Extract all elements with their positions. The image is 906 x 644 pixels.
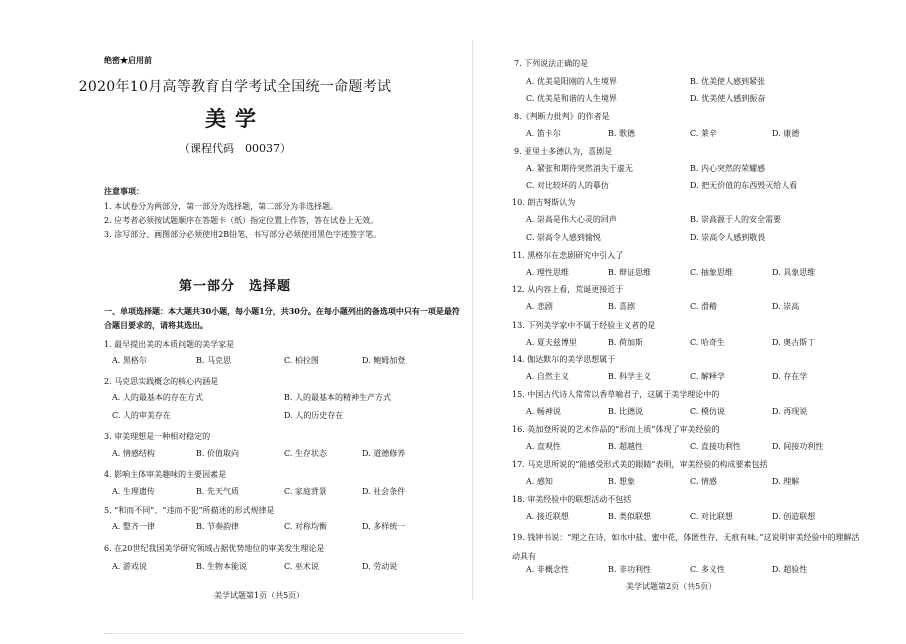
question-option: A. 整齐一律 bbox=[112, 522, 155, 531]
question-option: C. 家庭背景 bbox=[284, 487, 327, 496]
question-stem: 14. 伽达默尔的美学思想属于 bbox=[512, 355, 616, 364]
exam-title: 2020年10月高等教育自学考试全国统一命题考试 bbox=[78, 79, 392, 95]
question-option: C. 哈奇生 bbox=[690, 338, 725, 347]
page-divider bbox=[472, 40, 473, 600]
question-option: B. 喜剧 bbox=[608, 302, 635, 311]
question-stem: 5. “和而不同”、“违而不犯”所描述的形式规律是 bbox=[104, 506, 275, 515]
question-option: C. 莱辛 bbox=[690, 129, 717, 138]
page-2 bbox=[476, 0, 906, 644]
question-option: C. 巫术说 bbox=[284, 562, 319, 571]
question-stem: 11. 黑格尔在悲剧研究中引入了 bbox=[512, 251, 624, 260]
question-stem: 17. 马克思所说的“能感受形式美的眼睛”表明，审美经验的构成要素包括 bbox=[512, 460, 768, 469]
question-option: C. 直接功利性 bbox=[690, 442, 741, 451]
question-option: A. 崇高是伟大心灵的回声 bbox=[526, 215, 617, 224]
page-footer: 美学试题第2页（共5页） bbox=[626, 582, 717, 591]
question-stem: 13. 下列美学家中不属于经验主义者的是 bbox=[512, 321, 656, 330]
question-option: D. 多样统一 bbox=[362, 522, 406, 531]
note-item: 2. 应考者必须按试题顺序在答题卡（纸）指定位置上作答，答在试卷上无效。 bbox=[104, 216, 379, 225]
question-option: A. 优美是阳刚的人生境界 bbox=[526, 77, 617, 86]
question-option: D. 崇高 bbox=[772, 302, 800, 311]
question-option: D. 间接功利性 bbox=[772, 442, 824, 451]
question-option: C. 柏拉图 bbox=[284, 356, 319, 365]
question-option: B. 荷加斯 bbox=[608, 338, 643, 347]
question-option: A. 黑格尔 bbox=[112, 356, 147, 365]
question-option: D. 存在学 bbox=[772, 372, 808, 381]
question-option: C. 生存状态 bbox=[284, 449, 327, 458]
question-option: D. 超验性 bbox=[772, 565, 808, 574]
question-option: D. 理解 bbox=[772, 477, 800, 486]
question-option: D. 康德 bbox=[772, 129, 800, 138]
question-option: B. 先天气质 bbox=[196, 487, 239, 496]
question-stem: 9. 亚里士多德认为，喜剧是 bbox=[514, 147, 613, 156]
note-item: 3. 涂写部分、画图部分必须使用2B铅笔，书写部分必须使用黑色字迹签字笔。 bbox=[104, 230, 382, 239]
question-option: D. 创造联想 bbox=[772, 512, 816, 521]
question-option: B. 比德说 bbox=[608, 407, 643, 416]
question-option: C. 滑稽 bbox=[690, 302, 717, 311]
question-option: B. 超越性 bbox=[608, 442, 643, 451]
section-instructions: 一、单项选择题：本大题共30小题，每小题1分，共30分。在每小题列出的备选项中只有一项是最符合题目要求的，请将其选出。 bbox=[104, 306, 460, 330]
confidential-label: 绝密★启用前 bbox=[104, 55, 152, 65]
question-stem: 10. 朗吉弩斯认为 bbox=[512, 198, 576, 207]
question-stem: 18. 审美经验中的联想活动不包括 bbox=[512, 495, 632, 504]
question-option: D. 鲍姆加登 bbox=[362, 356, 406, 365]
question-stem: 4. 影响主体审美趣味的主要因素是 bbox=[104, 470, 227, 479]
page-footer: 美学试题第1页（共5页） bbox=[214, 591, 305, 600]
question-option: A. 自然主义 bbox=[526, 372, 569, 381]
question-option: D. 优美使人感到振奋 bbox=[690, 94, 766, 103]
question-option: A. 笛卡尔 bbox=[526, 129, 561, 138]
question-option: C. 解释学 bbox=[690, 372, 725, 381]
question-option: B. 马克思 bbox=[196, 356, 231, 365]
question-option: A. 游戏说 bbox=[112, 562, 147, 571]
question-option: C. 对比较坏的人的摹仿 bbox=[526, 181, 609, 190]
question-stem: 7. 下列说法正确的是 bbox=[514, 59, 589, 68]
question-option: A. 生理遗传 bbox=[112, 487, 155, 496]
question-option: C. 人的审美存在 bbox=[112, 411, 171, 420]
question-option: C. 崇高令人感到愉悦 bbox=[526, 233, 601, 242]
question-option: D. 再现说 bbox=[772, 407, 808, 416]
question-stem: 16. 英加登所说的艺术作品的“形而上质”体现了审美经验的 bbox=[512, 425, 720, 434]
question-stem: 12. 从内容上看，荒诞更接近于 bbox=[512, 285, 624, 294]
question-option: C. 对称均衡 bbox=[284, 522, 327, 531]
question-option: B. 人的最基本的精神生产方式 bbox=[284, 393, 391, 402]
question-option: B. 非功利性 bbox=[608, 565, 651, 574]
question-option: A. 理性思维 bbox=[526, 268, 569, 277]
question-option: D. 人的历史存在 bbox=[284, 411, 344, 420]
part-title: 第一部分 选择题 bbox=[178, 279, 291, 294]
question-option: C. 抽象思维 bbox=[690, 268, 733, 277]
question-option: D. 具象思维 bbox=[772, 268, 816, 277]
question-option: A. 紧张和期待突然消失于虚无 bbox=[526, 164, 633, 173]
course-code: （课程代码 00037） bbox=[179, 142, 291, 155]
question-option: A. 感知 bbox=[526, 477, 553, 486]
question-option: A. 直观性 bbox=[526, 442, 561, 451]
question-option: B. 科学主义 bbox=[608, 372, 651, 381]
question-option: B. 节奏韵律 bbox=[196, 522, 239, 531]
subject-title: 美学 bbox=[205, 106, 265, 131]
question-option: D. 劳动说 bbox=[362, 562, 398, 571]
question-option: B. 生物本能说 bbox=[196, 562, 247, 571]
question-option: D. 社会条件 bbox=[362, 487, 406, 496]
question-option: D. 奥古斯丁 bbox=[772, 338, 816, 347]
question-option: D. 崇高令人感到敬畏 bbox=[690, 233, 766, 242]
question-option: A. 畅神说 bbox=[526, 407, 561, 416]
question-option: C. 模仿说 bbox=[690, 407, 725, 416]
notes-heading: 注意事项： bbox=[104, 186, 144, 196]
question-stem: 3. 审美理想是一种相对稳定的 bbox=[104, 432, 211, 441]
question-option: C. 对比联想 bbox=[690, 512, 733, 521]
question-option: B. 歌德 bbox=[608, 129, 635, 138]
question-option: B. 想象 bbox=[608, 477, 635, 486]
question-option: D. 道德修养 bbox=[362, 449, 406, 458]
question-option: A. 夏夫兹博里 bbox=[526, 338, 577, 347]
question-option: B. 优美使人感到紧张 bbox=[690, 77, 765, 86]
question-option: A. 非概念性 bbox=[526, 565, 569, 574]
question-option: B. 崇高源于人的安全需要 bbox=[690, 215, 781, 224]
question-option: B. 内心突然的荣耀感 bbox=[690, 164, 765, 173]
question-option: B. 价值取向 bbox=[196, 449, 239, 458]
question-option: C. 多义性 bbox=[690, 565, 725, 574]
question-stem: 1. 最早提出美的本质问题的美学家是 bbox=[104, 340, 235, 349]
divider bbox=[104, 633, 464, 634]
question-stem: 2. 马克思实践概念的核心内涵是 bbox=[104, 377, 219, 386]
question-option: A. 人的最基本的存在方式 bbox=[112, 393, 203, 402]
question-stem: 15. 中国古代诗人常常以香草喻君子，这属于美学理论中的 bbox=[512, 390, 720, 399]
question-option: C. 优美是和谐的人生境界 bbox=[526, 94, 617, 103]
note-item: 1. 本试卷分为两部分，第一部分为选择题，第二部分为非选择题。 bbox=[104, 202, 339, 211]
question-option: B. 辩证思维 bbox=[608, 268, 651, 277]
question-stem: 6. 在20世纪我国美学研究领域占据优势地位的审美发生理论是 bbox=[104, 544, 325, 553]
question-option: A. 情感结构 bbox=[112, 449, 155, 458]
question-stem: 8.《判断力批判》的作者是 bbox=[514, 112, 610, 121]
question-stem: 19. 钱钟书说：“理之在诗，如水中盐、蜜中花，体匿性存，无痕有味。”这说明审美经验中的理解活动具有 bbox=[512, 533, 860, 561]
question-option: A. 悲剧 bbox=[526, 302, 553, 311]
question-option: C. 情感 bbox=[690, 477, 717, 486]
question-option: D. 把无价值的东西毁灭给人看 bbox=[690, 181, 798, 190]
question-option: A. 接近联想 bbox=[526, 512, 569, 521]
question-option: B. 类似联想 bbox=[608, 512, 651, 521]
